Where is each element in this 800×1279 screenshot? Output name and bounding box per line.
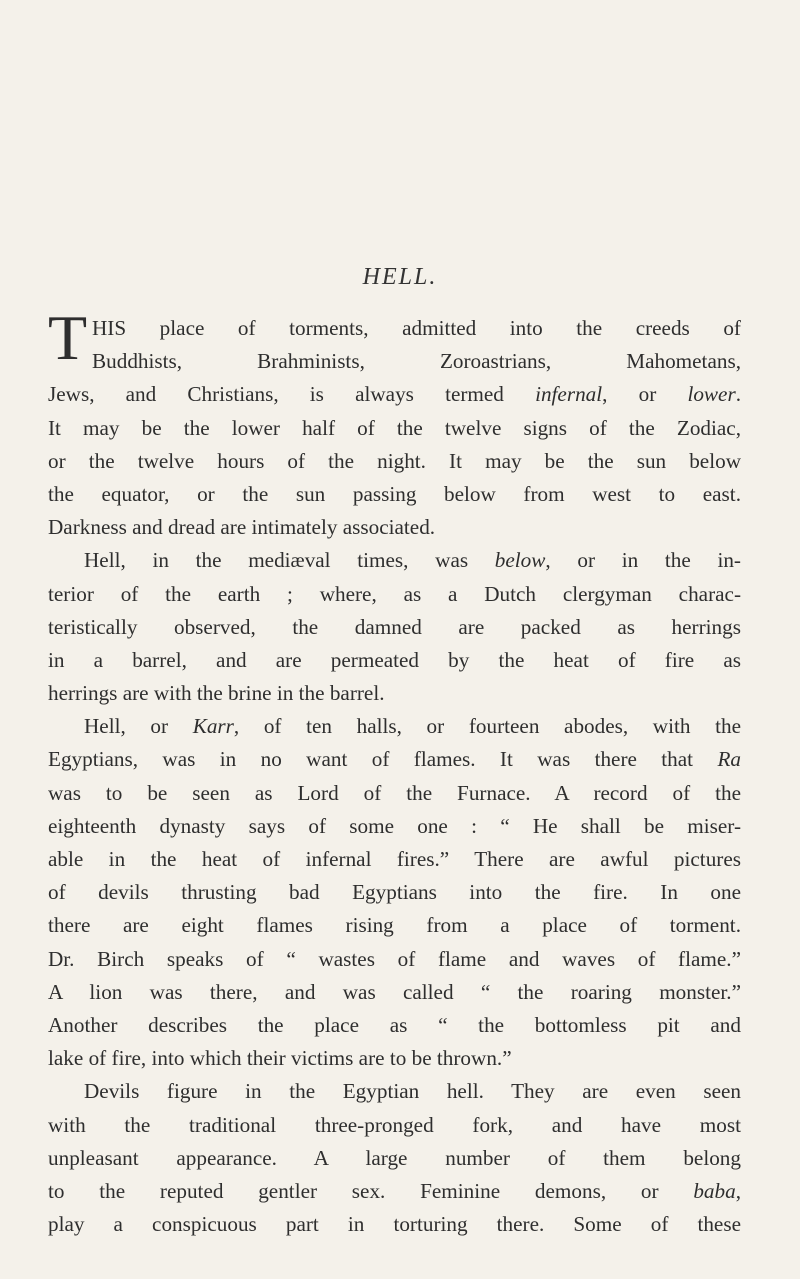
- text-line: [48, 312, 741, 345]
- text-run: , or: [602, 382, 688, 407]
- text-line: [48, 412, 741, 445]
- text-run: .: [735, 382, 741, 407]
- text-run: herrings are with the brine in the barrel.: [48, 681, 385, 706]
- text-line: [48, 810, 741, 843]
- text-run: able in the heat of infernal fires.” There are awful pictures: [48, 847, 741, 871]
- text-run: was to be seen as Lord of the Furnace. A record of the: [48, 780, 741, 805]
- text-line: [48, 777, 741, 810]
- text-line: [48, 611, 741, 644]
- text-run: Another describes the place as “ the bottomless pit and: [48, 1012, 741, 1037]
- text-line: [48, 644, 741, 677]
- text-run: in a barrel, and are permeated by the heat of fire as: [48, 647, 741, 672]
- text-run: play a conspicuous part in torturing there. Some of these: [48, 1212, 741, 1237]
- text-run: It may be the lower half of the twelve signs of the Zodiac,: [48, 415, 741, 440]
- italic-term: lower: [687, 382, 736, 407]
- text-line: [48, 544, 741, 577]
- text-run: ,: [735, 1178, 741, 1203]
- text-line: [48, 1142, 741, 1175]
- text-line: [48, 345, 741, 378]
- text-run: Dr. Birch speaks of “ wastes of flame and waves of flame.”: [48, 946, 741, 971]
- text-line: [48, 943, 741, 976]
- text-line: [48, 843, 741, 876]
- text-run: A lion was there, and was called “ the roaring monster.”: [48, 979, 741, 1004]
- text-run: of devils thrusting bad Egyptians into the fire. In one: [48, 880, 741, 905]
- italic-term: infernal: [535, 382, 603, 407]
- text-line: [48, 876, 741, 909]
- text-run: lake of fire, into which their victims are to be thrown.”: [48, 1046, 512, 1071]
- italic-term: baba: [693, 1178, 736, 1203]
- text-line: [48, 677, 741, 710]
- italic-term: Ra: [717, 747, 741, 772]
- text-line: [48, 909, 741, 942]
- text-run: Jews, and Christians, is always termed: [48, 382, 536, 407]
- text-line: [48, 743, 741, 776]
- text-run: Egyptians, was in no want of flames. It was there that: [48, 747, 718, 772]
- text-run: teristically observed, the damned are packed as herrings: [48, 614, 741, 639]
- text-line: [48, 1075, 741, 1108]
- text-line: [48, 578, 741, 611]
- text-line: [48, 976, 741, 1009]
- text-line: [48, 1042, 741, 1075]
- text-run: the equator, or the sun passing below from west to east.: [48, 481, 741, 506]
- text-line: [48, 1109, 741, 1142]
- text-run: Buddhists, Brahminists, Zoroastrians, Mahometans,: [92, 349, 741, 374]
- italic-term: below: [494, 548, 546, 573]
- text-run: , or in the in-: [545, 548, 741, 573]
- italic-term: Karr: [192, 714, 234, 739]
- text-line: [48, 511, 741, 544]
- text-run: terior of the earth ; where, as a Dutch clergyman charac-: [48, 581, 741, 606]
- text-run: Hell, in the mediæval times, was: [84, 548, 495, 573]
- text-run: with the traditional three-pronged fork, and have most: [48, 1112, 741, 1137]
- text-line: [48, 478, 741, 511]
- text-run: Hell, or: [84, 714, 193, 739]
- text-run: , of ten halls, or fourteen abodes, with the: [233, 714, 741, 739]
- text-run: unpleasant appearance. A large number of them belong: [48, 1145, 741, 1170]
- drop-cap: T: [48, 302, 88, 373]
- text-run: Devils figure in the Egyptian hell. They are even seen: [84, 1079, 741, 1104]
- text-run: eighteenth dynasty says of some one : “ He shall be miser-: [48, 813, 741, 838]
- text-run: there are eight flames rising from a place of torment.: [48, 913, 741, 938]
- text-run: Darkness and dread are intimately associated.: [48, 515, 436, 540]
- text-line: [48, 710, 741, 743]
- text-run: or the twelve hours of the night. It may be the sun below: [48, 448, 741, 473]
- text-line: [48, 378, 741, 411]
- text-run: HIS place of torments, admitted into the creeds of: [92, 316, 741, 340]
- text-run: to the reputed gentler sex. Feminine demons, or: [48, 1178, 694, 1203]
- text-line: [48, 1175, 741, 1208]
- text-line: [48, 1208, 741, 1241]
- chapter-title: HELL.: [362, 264, 438, 290]
- text-line: [48, 1009, 741, 1042]
- body-text: [48, 312, 741, 1241]
- text-line: [48, 445, 741, 478]
